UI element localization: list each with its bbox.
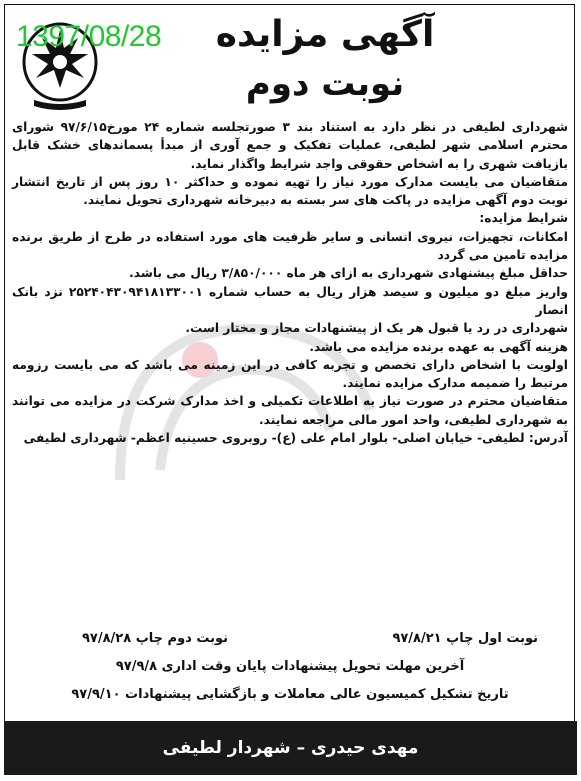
- condition-priority: اولویت با اشخاص دارای تخصص و تجربه کافی در این زمینه می باشد که می بایست رزومه مرتبط را ضمیمه مدارک مزایده نمایند.: [12, 357, 568, 391]
- condition-ad-cost: هزینه آگهی به عهده برنده مزایده می باشد.: [309, 339, 568, 354]
- paragraph-contact: متقاضیان محترم در صورت نیاز به اطلاعات تکمیلی و اخذ مدارک شرکت در مزایده می توانند به شهرداری لطیفی، واحد امور مالی مراجعه نمایند.: [12, 394, 568, 427]
- second-print-date: نوبت دوم چاپ ۹۷/۸/۲۸: [82, 631, 229, 646]
- conditions-heading: شرایط مزایده:: [479, 211, 568, 226]
- condition-resources: امکانات، تجهیزات، نیروی انسانی و سایر ظرفیت های مورد استفاده در طرح از طریق برنده مزایده تامین می گردد: [12, 229, 568, 263]
- submission-deadline: آخرین مهلت تحویل پیشنهادات پایان وقت اداری ۹۷/۹/۸: [115, 659, 465, 674]
- paragraph-intro: شهرداری لطیفی در نظر دارد به استناد بند ۳ صورتجلسه شماره ۲۴ مورخ۹۷/۶/۱۵ شورای محترم اسلامی شهر لطیفی، عملیات تفکیک و جمع آوری از مبدأ پسماندهای خشک قابل بازیافت شهری را به اشخاص حقوقی واجد شرایط واگذار نماید.: [12, 120, 569, 171]
- paragraph-deadline: متقاضیان می بایست مدارک مورد نیاز را تهیه نموده و حداکثر ۱۰ روز پس از تاریخ انتشار نوبت دوم آگهی مزایده در پاکت های سر بسته به دبیرخانه شهرداری تحویل نمایند.: [12, 174, 568, 208]
- signature-footer: مهدی حیدری – شهردار لطیفی: [4, 721, 577, 775]
- schedule-block: [12, 625, 568, 709]
- notice-title: آگهی مزایده: [215, 14, 435, 55]
- address-text: آدرس: لطیفی- خیابان اصلی- بلوار امام علی (ع)- روبروی حسینیه اعظم- شهرداری لطیفی: [23, 431, 568, 446]
- notice-body: [12, 118, 568, 447]
- print-dates-row: [12, 625, 568, 653]
- date-stamp: 1397/08/28: [16, 20, 162, 53]
- condition-accept-reject: شهرداری در رد یا قبول هر یک از پیشنهادات مجاز و مختار است.: [185, 321, 568, 336]
- notice-header: [6, 6, 575, 120]
- condition-deposit: واریز مبلغ دو میلیون و سیصد هزار ریال به حساب شماره ۲۵۲۴۰۴۳۰۹۴۱۸۱۳۳۰۰۱ نزد بانک انصار: [12, 284, 568, 317]
- condition-minimum-bid: حداقل مبلغ پیشنهادی شهرداری به ازای هر ماه ۳/۸۵۰/۰۰۰ ریال می باشد.: [129, 266, 568, 281]
- first-print-date: نوبت اول چاپ ۹۷/۸/۲۱: [392, 631, 538, 646]
- commission-date: تاریخ تشکیل کمیسیون عالی معاملات و بازگشایی پیشنهادات ۹۷/۹/۱۰: [71, 687, 509, 702]
- notice-subtitle: نوبت دوم: [245, 64, 405, 104]
